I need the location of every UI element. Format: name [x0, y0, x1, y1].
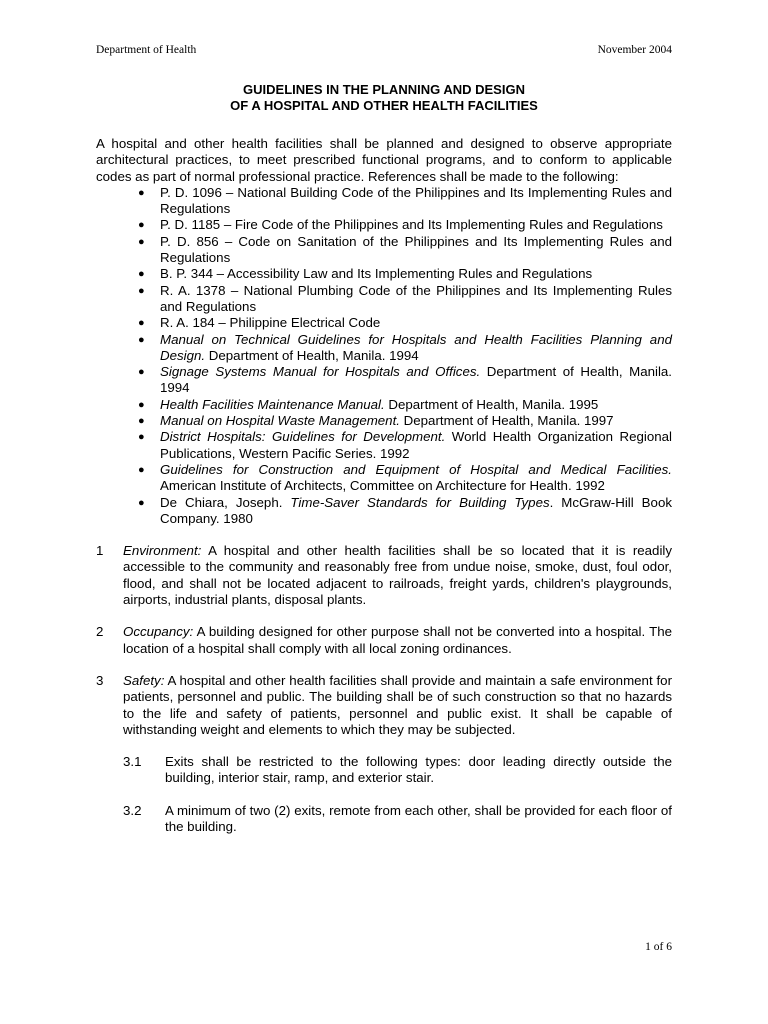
bullet-icon: ●: [138, 366, 145, 379]
bullet-icon: ●: [138, 186, 145, 199]
section-term: Environment:: [123, 543, 202, 559]
section-term: Occupancy:: [123, 624, 194, 640]
intro-paragraph: A hospital and other health facilities shall be planned and designed to observe appropriate architectural practices, to meet prescribed functional programs, and to conform to applicable codes as part of normal professional practice. References shall be made to the following:: [96, 136, 672, 184]
reference-text: Department of Health, Manila. 1995: [384, 396, 599, 412]
bullet-icon: ●: [138, 398, 145, 411]
reference-text: R. A. 184 – Philippine Electrical Code: [160, 315, 381, 331]
reference-item: [138, 266, 672, 282]
document-title: [0, 82, 768, 114]
reference-text: P. D. 1096 – National Building Code of the Philippines and Its Implementing Rules and Regulations: [160, 184, 672, 217]
reference-title: Manual on Technical Guidelines for Hospitals and Health Facilities Planning and Design.: [160, 331, 672, 363]
reference-item: [138, 217, 672, 233]
bullet-icon: ●: [138, 284, 145, 297]
subsection-number: 3.2: [123, 802, 142, 818]
page-number: 1 of 6: [645, 941, 672, 953]
bullet-icon: ●: [138, 235, 145, 248]
reference-item: [138, 494, 672, 528]
section-3: [96, 673, 672, 738]
header-department: Department of Health: [96, 44, 197, 56]
section-number: 1: [96, 543, 104, 559]
bullet-icon: ●: [138, 219, 145, 232]
header-date: November 2004: [597, 44, 672, 56]
subsection-text: Exits shall be restricted to the following types: door leading directly outside the building, interior stair, ramp, and exterior stair.: [165, 754, 672, 786]
numbered-sections: [96, 543, 672, 835]
reference-item: [138, 233, 672, 267]
bullet-icon: ●: [138, 463, 145, 476]
reference-title: Health Facilities Maintenance Manual.: [160, 396, 385, 412]
reference-list: [96, 185, 672, 527]
reference-text: American Institute of Architects, Committee on Architecture for Health. 1992: [160, 478, 605, 494]
bullet-icon: ●: [138, 496, 145, 509]
reference-item: [138, 184, 672, 218]
section-text: [123, 543, 672, 608]
title-line-2: OF A HOSPITAL AND OTHER HEALTH FACILITIES: [230, 98, 538, 113]
reference-item: [138, 413, 672, 429]
reference-item: [138, 429, 672, 462]
reference-item: [138, 331, 672, 365]
reference-text: De Chiara, Joseph.: [160, 494, 291, 510]
section-number: 2: [96, 624, 104, 640]
section-2: [96, 624, 672, 657]
section-description: A hospital and other health facilities shall be so located that it is readily accessible to the community and reasonably free from undue noise, smoke, dust, foul odor, flood, and shall not be located adjacent to railroads, freight yards, children's playgrounds, airports, industrial plants, disposal plants.: [123, 543, 672, 608]
reference-text: World Health Organization Regional Publications, Western Pacific Series. 1992: [160, 429, 672, 461]
reference-text: . McGraw-Hill Book Company. 1980: [160, 494, 672, 526]
bullet-icon: ●: [138, 415, 145, 428]
reference-item: [138, 396, 672, 413]
reference-text: B. P. 344 – Accessibility Law and Its Implementing Rules and Regulations: [160, 266, 593, 282]
bullet-icon: ●: [138, 268, 145, 281]
reference-text: R. A. 1378 – National Plumbing Code of the Philippines and Its Implementing Rules and Regulations: [160, 282, 672, 314]
reference-text: Department of Health, Manila. 1994: [160, 364, 672, 396]
section-description: A hospital and other health facilities shall provide and maintain a safe environment for patients, personnel and public. The building shall be of such construction so that no hazards to the life and safety of patients, personnel and public exist. It shall be capable of withstanding weight and elements to which they may be subjected.: [123, 672, 672, 737]
bullet-icon: ●: [138, 333, 145, 346]
reference-item: [138, 315, 672, 331]
section-description: A building designed for other purpose shall not be converted into a hospital. The location of a hospital shall comply with all local zoning ordinances.: [123, 624, 672, 656]
document-body: [96, 136, 672, 835]
subsection-3-1: [96, 754, 672, 787]
section-text: [123, 624, 672, 657]
title-line-1: GUIDELINES IN THE PLANNING AND DESIGN: [243, 82, 525, 97]
bullet-icon: ●: [138, 317, 145, 330]
reference-item: [138, 461, 672, 495]
bullet-icon: ●: [138, 431, 145, 444]
section-text: [123, 673, 672, 738]
section-term: Safety:: [123, 672, 165, 688]
reference-text: P. D. 856 – Code on Sanitation of the Philippines and Its Implementing Rules and Regulations: [160, 233, 672, 266]
reference-title: Time-Saver Standards for Building Types: [290, 494, 550, 510]
section-1: [96, 543, 672, 608]
reference-title: Guidelines for Construction and Equipment of Hospital and Medical Facilities.: [160, 461, 672, 477]
reference-title: Signage Systems Manual for Hospitals and Offices.: [160, 364, 481, 380]
reference-item: [138, 364, 672, 397]
subsection-3-2: [96, 803, 672, 836]
reference-title: District Hospitals: Guidelines for Development.: [160, 429, 446, 445]
reference-text: Department of Health, Manila. 1994: [205, 347, 419, 363]
subsection-number: 3.1: [123, 754, 142, 770]
reference-text: Department of Health, Manila. 1997: [399, 413, 614, 429]
subsection-text: A minimum of two (2) exits, remote from each other, shall be provided for each floor of the building.: [165, 802, 672, 834]
reference-item: [138, 282, 672, 316]
reference-text: P. D. 1185 – Fire Code of the Philippines and Its Implementing Rules and Regulations: [160, 217, 663, 233]
reference-title: Manual on Hospital Waste Management.: [160, 413, 400, 429]
section-number: 3: [96, 672, 104, 688]
